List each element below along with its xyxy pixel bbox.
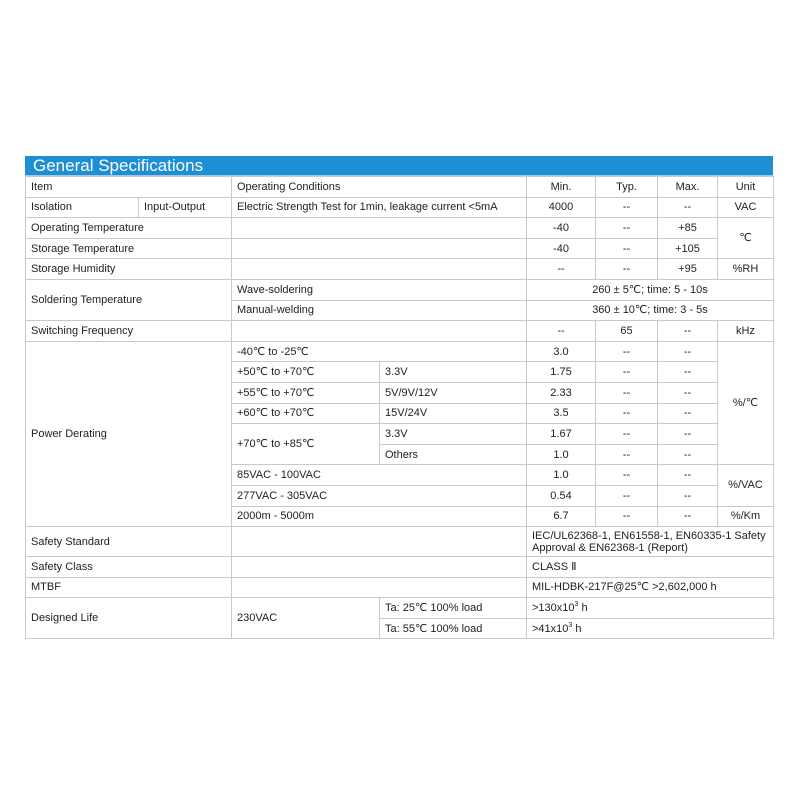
operating-temp-typ: --: [596, 218, 658, 239]
operating-temp-item: Operating Temperature: [26, 218, 232, 239]
derating-min: 1.0: [527, 465, 596, 486]
general-specifications-section: [25, 156, 773, 639]
isolation-condition: Electric Strength Test for 1min, leakage current <5mA: [232, 197, 527, 218]
derating-min: 1.67: [527, 424, 596, 445]
derating-range: -40℃ to -25℃: [232, 341, 527, 362]
storage-humidity-condition: [232, 259, 527, 280]
soldering-manual-condition: Manual-welding: [232, 300, 527, 321]
derating-output: Others: [380, 444, 527, 465]
soldering-manual-value: 360 ± 10℃; time: 3 - 5s: [527, 300, 774, 321]
header-min: Min.: [527, 177, 596, 198]
table-row: [26, 279, 774, 300]
switching-typ: 65: [596, 321, 658, 342]
derating-range: +55℃ to +70℃: [232, 382, 380, 403]
derating-min: 1.75: [527, 362, 596, 383]
storage-humidity-item: Storage Humidity: [26, 259, 232, 280]
derating-min: 1.0: [527, 444, 596, 465]
storage-temp-min: -40: [527, 238, 596, 259]
derating-range: +70℃ to +85℃: [232, 424, 380, 465]
table-row: [26, 259, 774, 280]
header-typ: Typ.: [596, 177, 658, 198]
derating-max: --: [658, 403, 718, 424]
derating-max: --: [658, 485, 718, 506]
header-conditions: Operating Conditions: [232, 177, 527, 198]
storage-temp-typ: --: [596, 238, 658, 259]
table-row: [26, 598, 774, 619]
table-row: [26, 218, 774, 239]
derating-range: 277VAC - 305VAC: [232, 485, 527, 506]
table-row: [26, 321, 774, 342]
switching-max: --: [658, 321, 718, 342]
storage-humidity-max: +95: [658, 259, 718, 280]
soldering-item: Soldering Temperature: [26, 279, 232, 320]
derating-unit-vac: %/VAC: [718, 465, 774, 506]
switching-unit: kHz: [718, 321, 774, 342]
safety-standard-item: Safety Standard: [26, 527, 232, 557]
designed-life-condition: 230VAC: [232, 598, 380, 639]
derating-max: --: [658, 465, 718, 486]
derating-max: --: [658, 362, 718, 383]
table-row: [26, 238, 774, 259]
safety-class-condition: [232, 557, 527, 578]
derating-max: --: [658, 341, 718, 362]
derating-min: 3.5: [527, 403, 596, 424]
derating-typ: --: [596, 444, 658, 465]
derating-output: 5V/9V/12V: [380, 382, 527, 403]
derating-range: 85VAC - 100VAC: [232, 465, 527, 486]
storage-temp-condition: [232, 238, 527, 259]
operating-temp-min: -40: [527, 218, 596, 239]
header-max: Max.: [658, 177, 718, 198]
derating-range: +50℃ to +70℃: [232, 362, 380, 383]
derating-typ: --: [596, 341, 658, 362]
table-header-row: [26, 177, 774, 198]
derating-max: --: [658, 444, 718, 465]
derating-max: --: [658, 506, 718, 527]
operating-temp-max: +85: [658, 218, 718, 239]
isolation-typ: --: [596, 197, 658, 218]
table-row: [26, 577, 774, 598]
designed-life-value: $>41x10^3$ h: [527, 618, 774, 639]
derating-min: 2.33: [527, 382, 596, 403]
derating-output: 15V/24V: [380, 403, 527, 424]
storage-humidity-unit: %RH: [718, 259, 774, 280]
derating-min: 3.0: [527, 341, 596, 362]
mtbf-value: MIL-HDBK-217F@25℃ >2,602,000 h: [527, 577, 774, 598]
isolation-sub: Input-Output: [139, 197, 232, 218]
derating-typ: --: [596, 485, 658, 506]
designed-life-item: Designed Life: [26, 598, 232, 639]
safety-class-item: Safety Class: [26, 557, 232, 578]
derating-min: 6.7: [527, 506, 596, 527]
storage-temp-item: Storage Temperature: [26, 238, 232, 259]
temperature-unit: ℃: [718, 218, 774, 259]
switching-item: Switching Frequency: [26, 321, 232, 342]
table-row: [26, 197, 774, 218]
storage-temp-max: +105: [658, 238, 718, 259]
designed-life-load: Ta: 55℃ 100% load: [380, 618, 527, 639]
derating-typ: --: [596, 424, 658, 445]
derating-typ: --: [596, 403, 658, 424]
isolation-unit: VAC: [718, 197, 774, 218]
derating-output: 3.3V: [380, 424, 527, 445]
derating-unit-temp: %/℃: [718, 341, 774, 465]
derating-typ: --: [596, 362, 658, 383]
power-derating-item: Power Derating: [26, 341, 232, 526]
isolation-min: 4000: [527, 197, 596, 218]
soldering-wave-condition: Wave-soldering: [232, 279, 527, 300]
safety-standard-condition: [232, 527, 527, 557]
switching-condition: [232, 321, 527, 342]
soldering-wave-value: 260 ± 5℃; time: 5 - 10s: [527, 279, 774, 300]
derating-range: +60℃ to +70℃: [232, 403, 380, 424]
header-item: Item: [26, 177, 232, 198]
header-unit: Unit: [718, 177, 774, 198]
table-row: [26, 341, 774, 362]
derating-range: 2000m - 5000m: [232, 506, 527, 527]
derating-min: 0.54: [527, 485, 596, 506]
table-row: [26, 557, 774, 578]
safety-standard-value: IEC/UL62368-1, EN61558-1, EN60335-1 Safety Approval & EN62368-1 (Report): [527, 527, 774, 557]
derating-max: --: [658, 382, 718, 403]
derating-typ: --: [596, 382, 658, 403]
derating-unit-km: %/Km: [718, 506, 774, 527]
safety-class-value: CLASS Ⅱ: [527, 557, 774, 578]
isolation-item: Isolation: [26, 197, 139, 218]
derating-typ: --: [596, 465, 658, 486]
section-title: General Specifications: [25, 156, 773, 176]
storage-humidity-min: --: [527, 259, 596, 280]
derating-max: --: [658, 424, 718, 445]
derating-typ: --: [596, 506, 658, 527]
operating-temp-condition: [232, 218, 527, 239]
switching-min: --: [527, 321, 596, 342]
isolation-max: --: [658, 197, 718, 218]
mtbf-item: MTBF: [26, 577, 232, 598]
mtbf-condition: [232, 577, 527, 598]
storage-humidity-typ: --: [596, 259, 658, 280]
specifications-table: [25, 176, 774, 639]
designed-life-value: $>130x10^3$ h: [527, 598, 774, 619]
derating-output: 3.3V: [380, 362, 527, 383]
table-row: [26, 527, 774, 557]
designed-life-load: Ta: 25℃ 100% load: [380, 598, 527, 619]
